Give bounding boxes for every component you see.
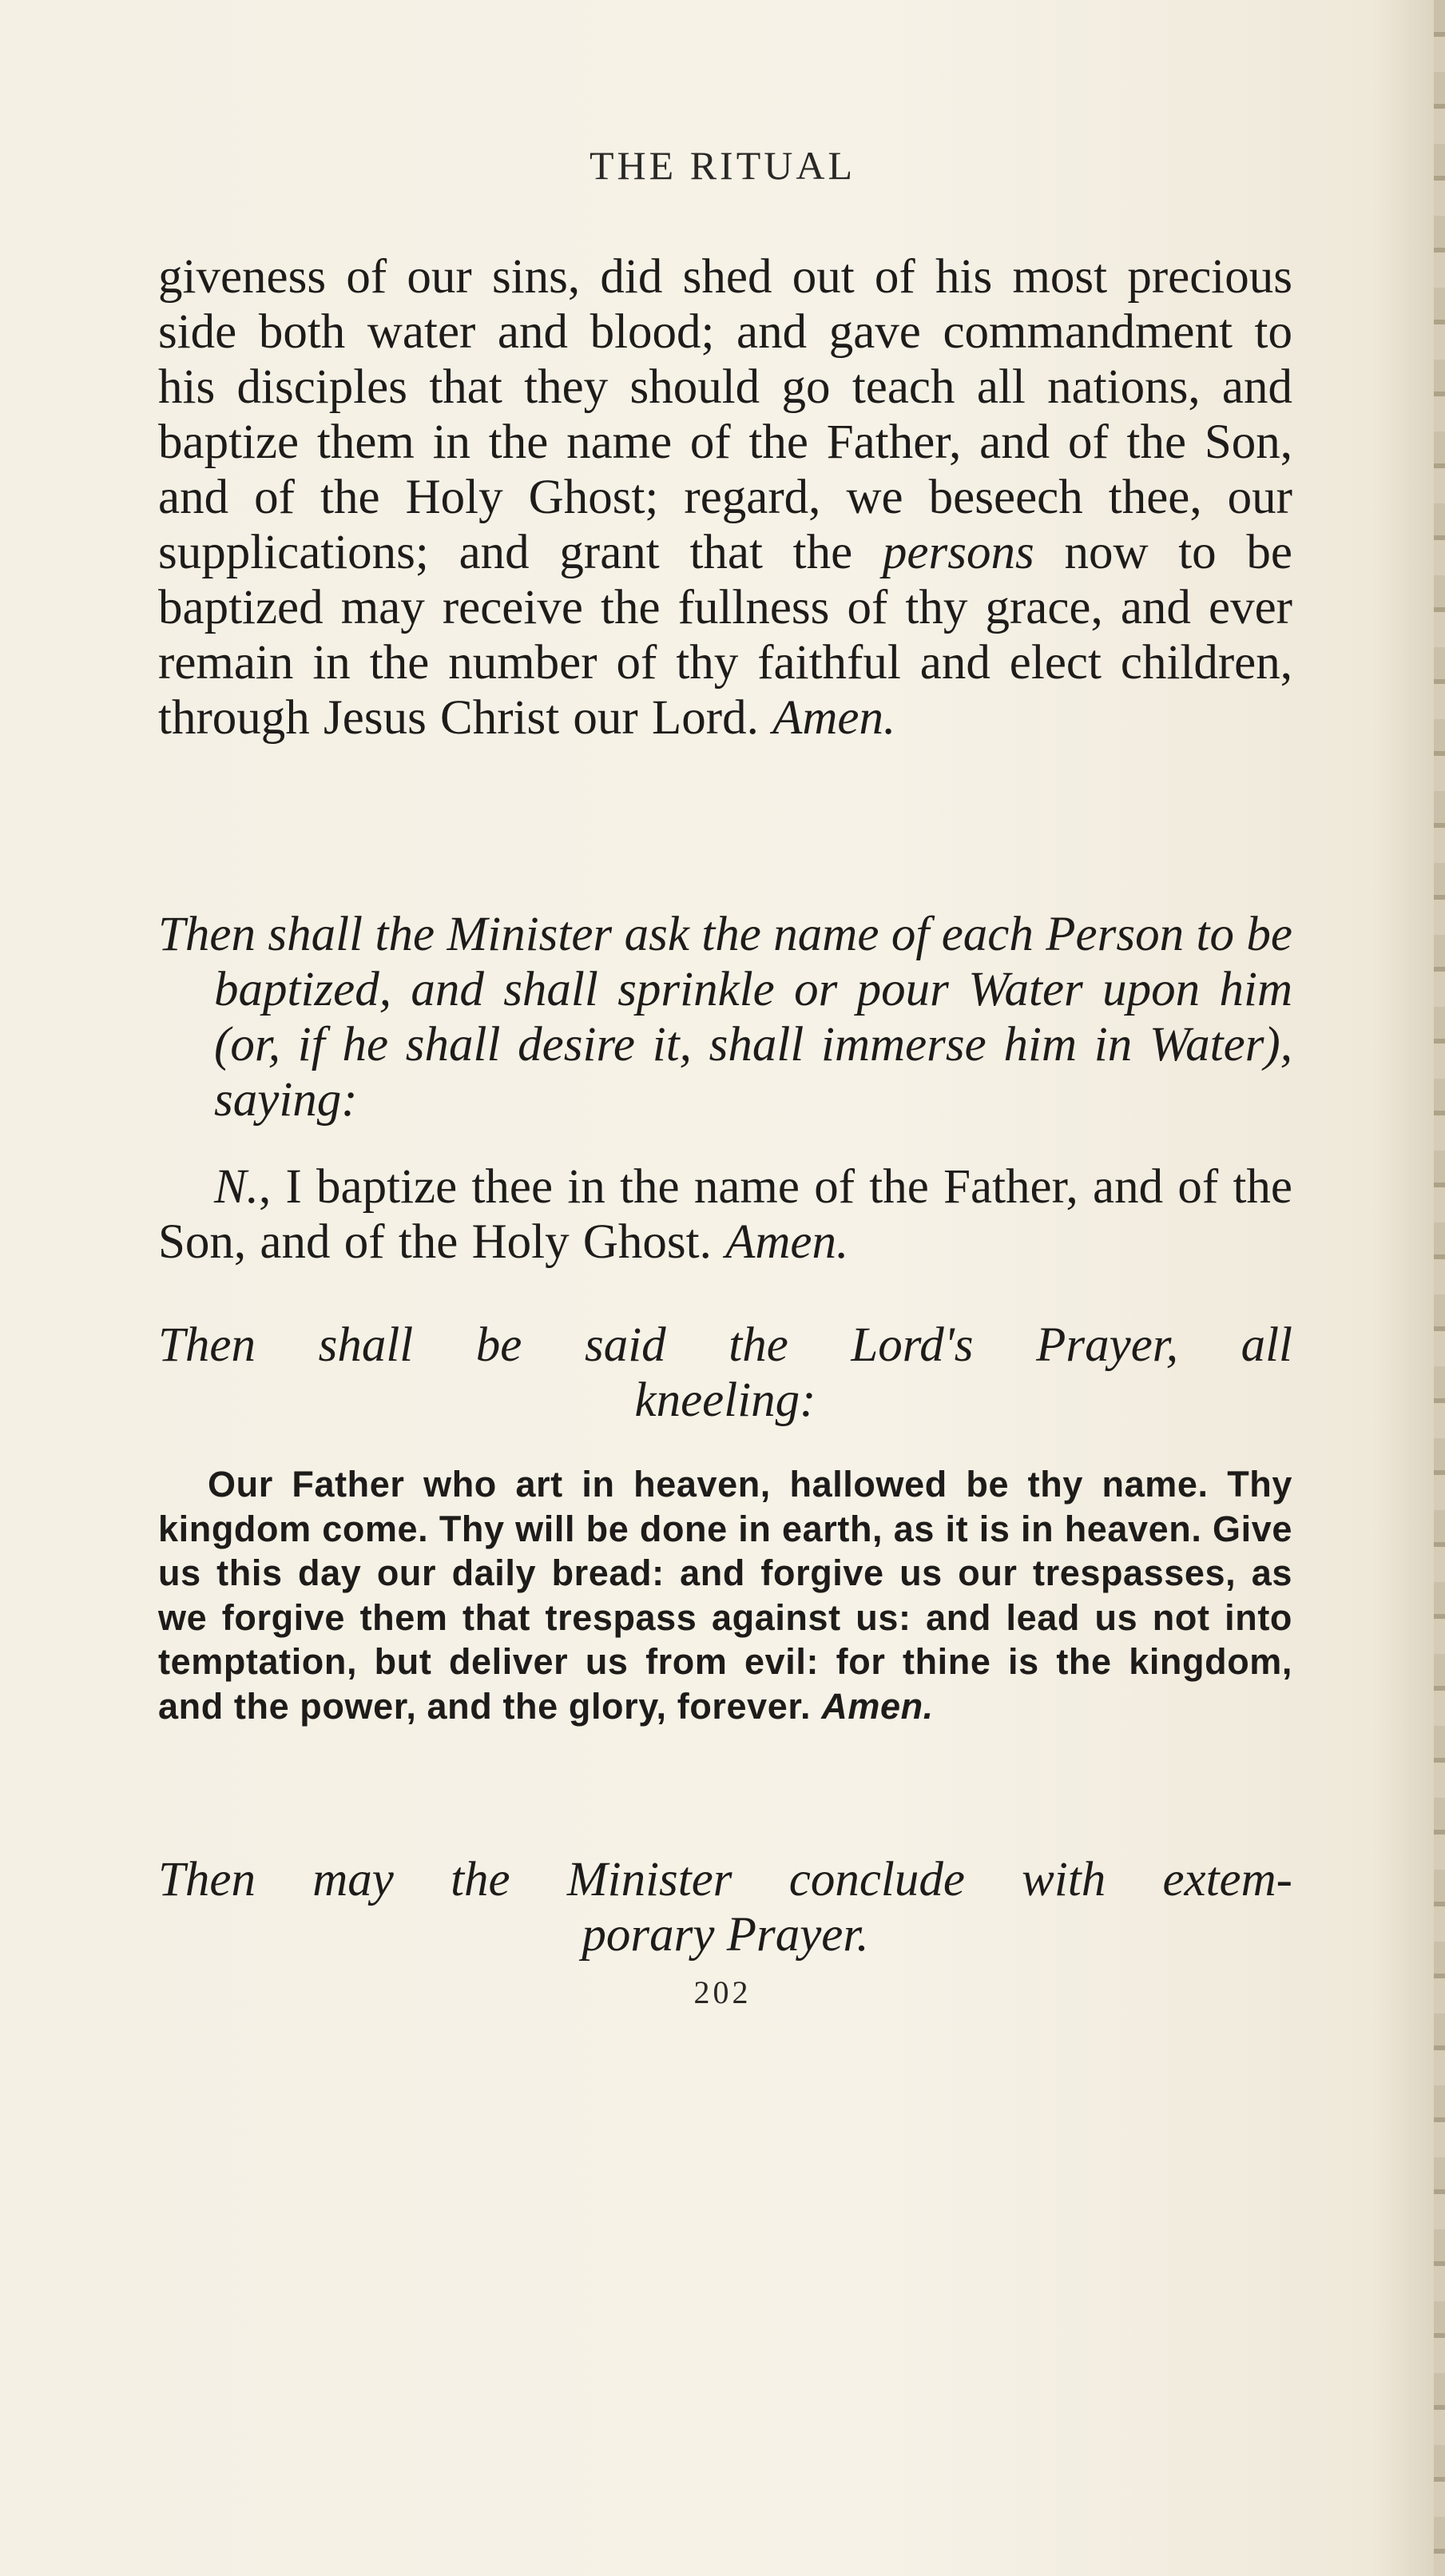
running-head: THE RITUAL: [590, 143, 855, 188]
paragraph-1-text: giveness of our sins, did shed out of his most precious side both water and blood; and gave commandment to his disciples that they should go teach all nations, and baptize them in the name of the Father, and of the Son, and of the Holy Ghost; regard, we beseech thee, our supplications; and grant that the: [158, 250, 1292, 579]
rubric-3-line-1: Then may the Minister conclude with extem-: [158, 1853, 1292, 1906]
rubric-lords-prayer: [158, 1318, 1292, 1428]
paragraph-1-text-cont: now to be baptized may receive the fullness of thy grace, and ever remain in the number of thy faithful and elect children, through Jesus Christ our Lord.: [158, 526, 1292, 745]
paragraph-baptismal-prayer: [158, 249, 1292, 745]
rubric-ask-name: Then shall the Minister ask the name of each Person to be baptized, and shall sprinkle or pour Water upon him (or, if he shall desire it, shall immerse him in Water), saying:: [158, 908, 1292, 1127]
lords-prayer-body: Our Father who art in heaven, hallowed be thy name. Thy kingdom come. Thy will be done in earth, as it is in heaven. Give us this day our daily bread: and forgive us our trespasses, as we forgive them that trespass against us: and lead us not into temptation, but deliver us from evil: for thine is the kingdom, and the power, and the glory, forever.: [158, 1464, 1292, 1727]
formula-text: , I baptize thee in the name of the Father, and of the Son, and of the Holy Ghost.: [158, 1160, 1292, 1269]
paragraph-1-amen: Amen.: [772, 691, 896, 745]
page-number: 202: [693, 1974, 752, 2010]
lords-prayer-amen: Amen.: [821, 1685, 934, 1727]
page-edge: [1434, 0, 1445, 2576]
paragraph-1-italic-word: persons: [882, 526, 1034, 579]
lords-prayer-text: [158, 1462, 1292, 1728]
rubric-2-line-2: kneeling:: [634, 1373, 816, 1427]
rubric-concluding-prayer: [158, 1852, 1292, 1962]
formula-name: N.: [214, 1160, 259, 1214]
rubric-2-line-1: Then shall be said the Lord's Prayer, all: [158, 1318, 1292, 1372]
formula-amen: Amen.: [725, 1215, 849, 1269]
baptismal-formula: [158, 1159, 1292, 1270]
rubric-3-line-2: porary Prayer.: [582, 1908, 869, 1962]
